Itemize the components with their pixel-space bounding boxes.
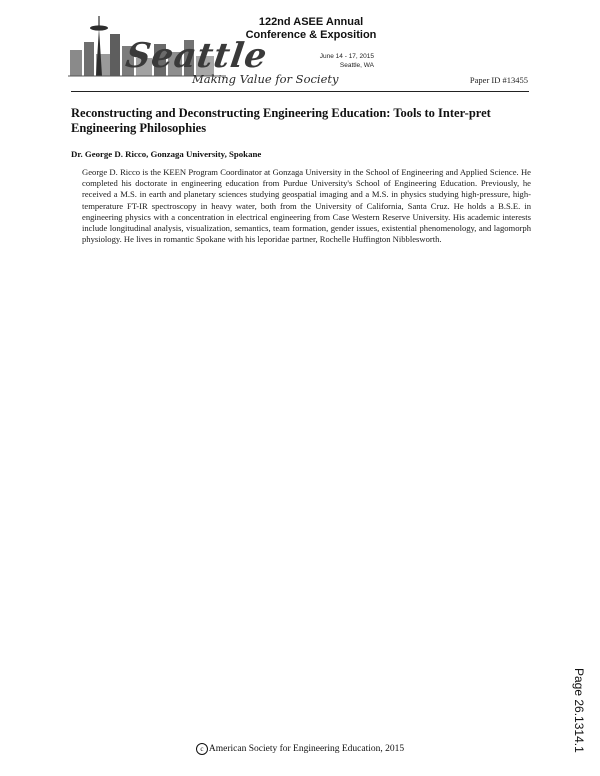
- copyright-icon: c: [196, 743, 208, 755]
- header-divider: [71, 91, 529, 92]
- copyright-footer: [0, 743, 600, 755]
- side-page-number: Page 26.1314.1: [572, 668, 586, 753]
- conference-header: [66, 14, 536, 90]
- paper-id: Paper ID #13455: [469, 75, 528, 85]
- author-bio: George D. Ricco is the KEEN Program Coordinator at Gonzaga University in the School of Engineering and Applied Science. He completed his doctorate in engineering education from Purdue University's School of Engineering Education. Previously, he received a M.S. in earth and planetary sciences studying geospatial imaging and a M.S. in physics studying high-pressure, high-temperature FT-IR spectroscopy in heavy water, both from the University of California, Santa Cruz. He holds a B.S.E. in engineering physics with a concentration in electrical engineering from Case Western Reserve University. His academic interests include longitudinal analysis, visualization, semantics, team formation, gender issues, existential phenomenology, and lagomorph physiology. He lives in romantic Spokane with his leporidae partner, Rochelle Huffington Nibblesworth.: [82, 167, 531, 245]
- conference-title-line2: Conference & Exposition: [245, 29, 377, 41]
- conference-location: Seattle, WA: [339, 62, 374, 69]
- conference-title-line1: 122nd ASEE Annual: [258, 16, 364, 28]
- copyright-text: American Society for Engineering Education, 2015: [208, 744, 405, 755]
- conference-dates: June 14 - 17, 2015: [319, 53, 374, 60]
- conference-title: [236, 16, 386, 42]
- conference-tagline: Making Value for Society: [192, 72, 339, 86]
- paper-title: Reconstructing and Deconstructing Engineering Education: Tools to Inter-pret Engineering Philosophies: [71, 106, 491, 135]
- logo-wordmark: Seattle: [123, 36, 270, 76]
- author-line: Dr. George D. Ricco, Gonzaga University, Spokane: [71, 149, 262, 159]
- conference-date-block: [306, 52, 374, 70]
